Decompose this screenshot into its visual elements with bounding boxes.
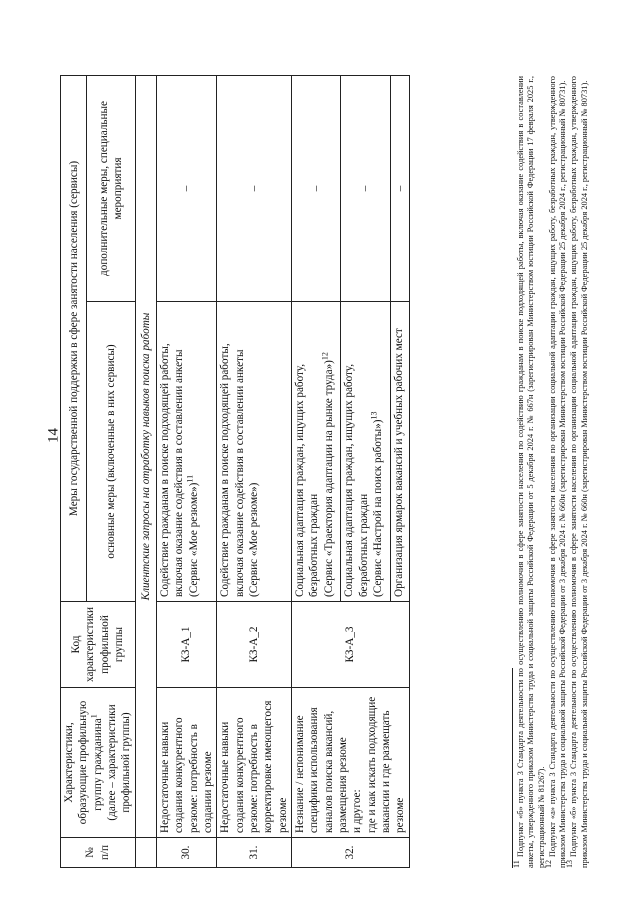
row-main-measure: Содействие гражданам в поиске подходящей работы, включая оказание содействия в составлении анкеты (Сервис «Мое резюме»)$^{11}$ [156, 302, 216, 602]
row-number: 32. [291, 838, 409, 868]
header-characteristics: Характеристики, образующие профильную группу гражданина$^1$ (далее – характеристики профильной группы) [61, 688, 136, 838]
row-characteristic: Незнание / непонимание специфики использования каналов поиска вакансий, размещения резюме и другое: где и как искать подходящие вакансии и где размещать резюме [291, 688, 409, 838]
row-characteristic: Недостаточные навыки создания конкурентного резюме: потребность в создании резюме [156, 688, 216, 838]
footnote: 13 Подпункт «б» пункта 3 Стандарта деятельности по осуществлению полномочия в сфере занятости населения по организации социальной адаптации граждан, ищущих работу, безработных граждан, утвержденного приказом Министерства труда и социальной защиты Российской Федерации от 3 декабря 2024 г. № 660н (зарегистрирован Министерством юстиции Российской Федерации 25 декабря 2024 г., регистрационный № 80731). [565, 76, 589, 868]
footnote-ref: 11 [184, 474, 194, 483]
page-number: 14 [45, 428, 62, 443]
footnote: 12 Подпункт «а» пункта 3 Стандарта деятельности по осуществлению полномочия в сфере занятости населения по организации социальной адаптации граждан, ищущих работу, безработных граждан, утвержденного приказом Министерства труда и социальной защиты Российской Федерации от 3 декабря 2024 г. № 660н (зарегистрирован Министерством юстиции Российской Федерации 25 декабря 2024 г., регистрационный № 80731). [543, 76, 567, 868]
section-row [135, 75, 156, 867]
table-row [156, 75, 216, 867]
row-characteristic: Недостаточные навыки создания конкурентного резюме: потребность в корректировке имеющегося резюме [217, 688, 292, 838]
table-row [217, 75, 292, 867]
footnotes [512, 76, 591, 868]
row-code: КЗ-А_1 [156, 602, 216, 688]
row-additional-measure: – [156, 75, 216, 301]
footnote-ref: 13 [369, 411, 379, 420]
row-main-measure: Содействие гражданам в поиске подходящей работы, включая оказание содействия в составлении анкеты (Сервис «Мое резюме») [217, 302, 292, 602]
support-measures-table [60, 75, 410, 868]
rotated-page-content [60, 18, 620, 868]
row-additional-measure: – [291, 75, 340, 301]
row-additional-measure: – [390, 75, 409, 301]
table-row [291, 75, 340, 867]
row-main-measure: Социальная адаптация граждан, ищущих работу, безработных граждан (Сервис «Траектория адаптации на рынке труда»)$^{12}$ [291, 302, 340, 602]
row-additional-measure: – [341, 75, 390, 301]
row-code: КЗ-А_2 [217, 602, 292, 688]
row-main-measure: Организация ярмарок вакансий и учебных рабочих мест [390, 302, 409, 602]
header-measures: Меры государственной поддержки в сфере занятости населения (сервисы) [61, 75, 87, 601]
row-additional-measure: – [217, 75, 292, 301]
footnote: 11 Подпункт «б» пункта 3 Стандарта деятельности по осуществлению полномочия в сфере занятости населения по содействию гражданам в поиске подходящей работы, включая оказание содействия в составлении анкеты, утвержденного приказом Министерства труда и социальной защиты Российской Федерации от 5 декабря 2024 г. № 667н (зарегистрирован Министерством юстиции Российской Федерации 17 февраля 2025 г., регистрационный № 81267). [512, 75, 546, 868]
header-main-measures: основные меры (включенные в них сервисы) [87, 302, 135, 602]
footnote-divider [512, 668, 513, 868]
row-code: КЗ-А_3 [291, 602, 409, 688]
header-additional-measures: дополнительные меры, специальные мероприятия [87, 75, 135, 301]
row-number: 30. [156, 838, 216, 868]
footnote-ref: 1 [88, 714, 98, 719]
section-title: Клиентские запросы на отработку навыков поиска работы [135, 75, 156, 837]
header-number: № п/п [61, 838, 136, 868]
table-header-row [61, 75, 87, 867]
footnote-ref: 12 [319, 352, 329, 361]
header-code: Код характеристики профильной группы [61, 602, 136, 688]
row-number: 31. [217, 838, 292, 868]
row-main-measure: Социальная адаптация граждан, ищущих работу, безработных граждан (Сервис «Настрой на поиск работы»)$^{13}$ [341, 302, 390, 602]
